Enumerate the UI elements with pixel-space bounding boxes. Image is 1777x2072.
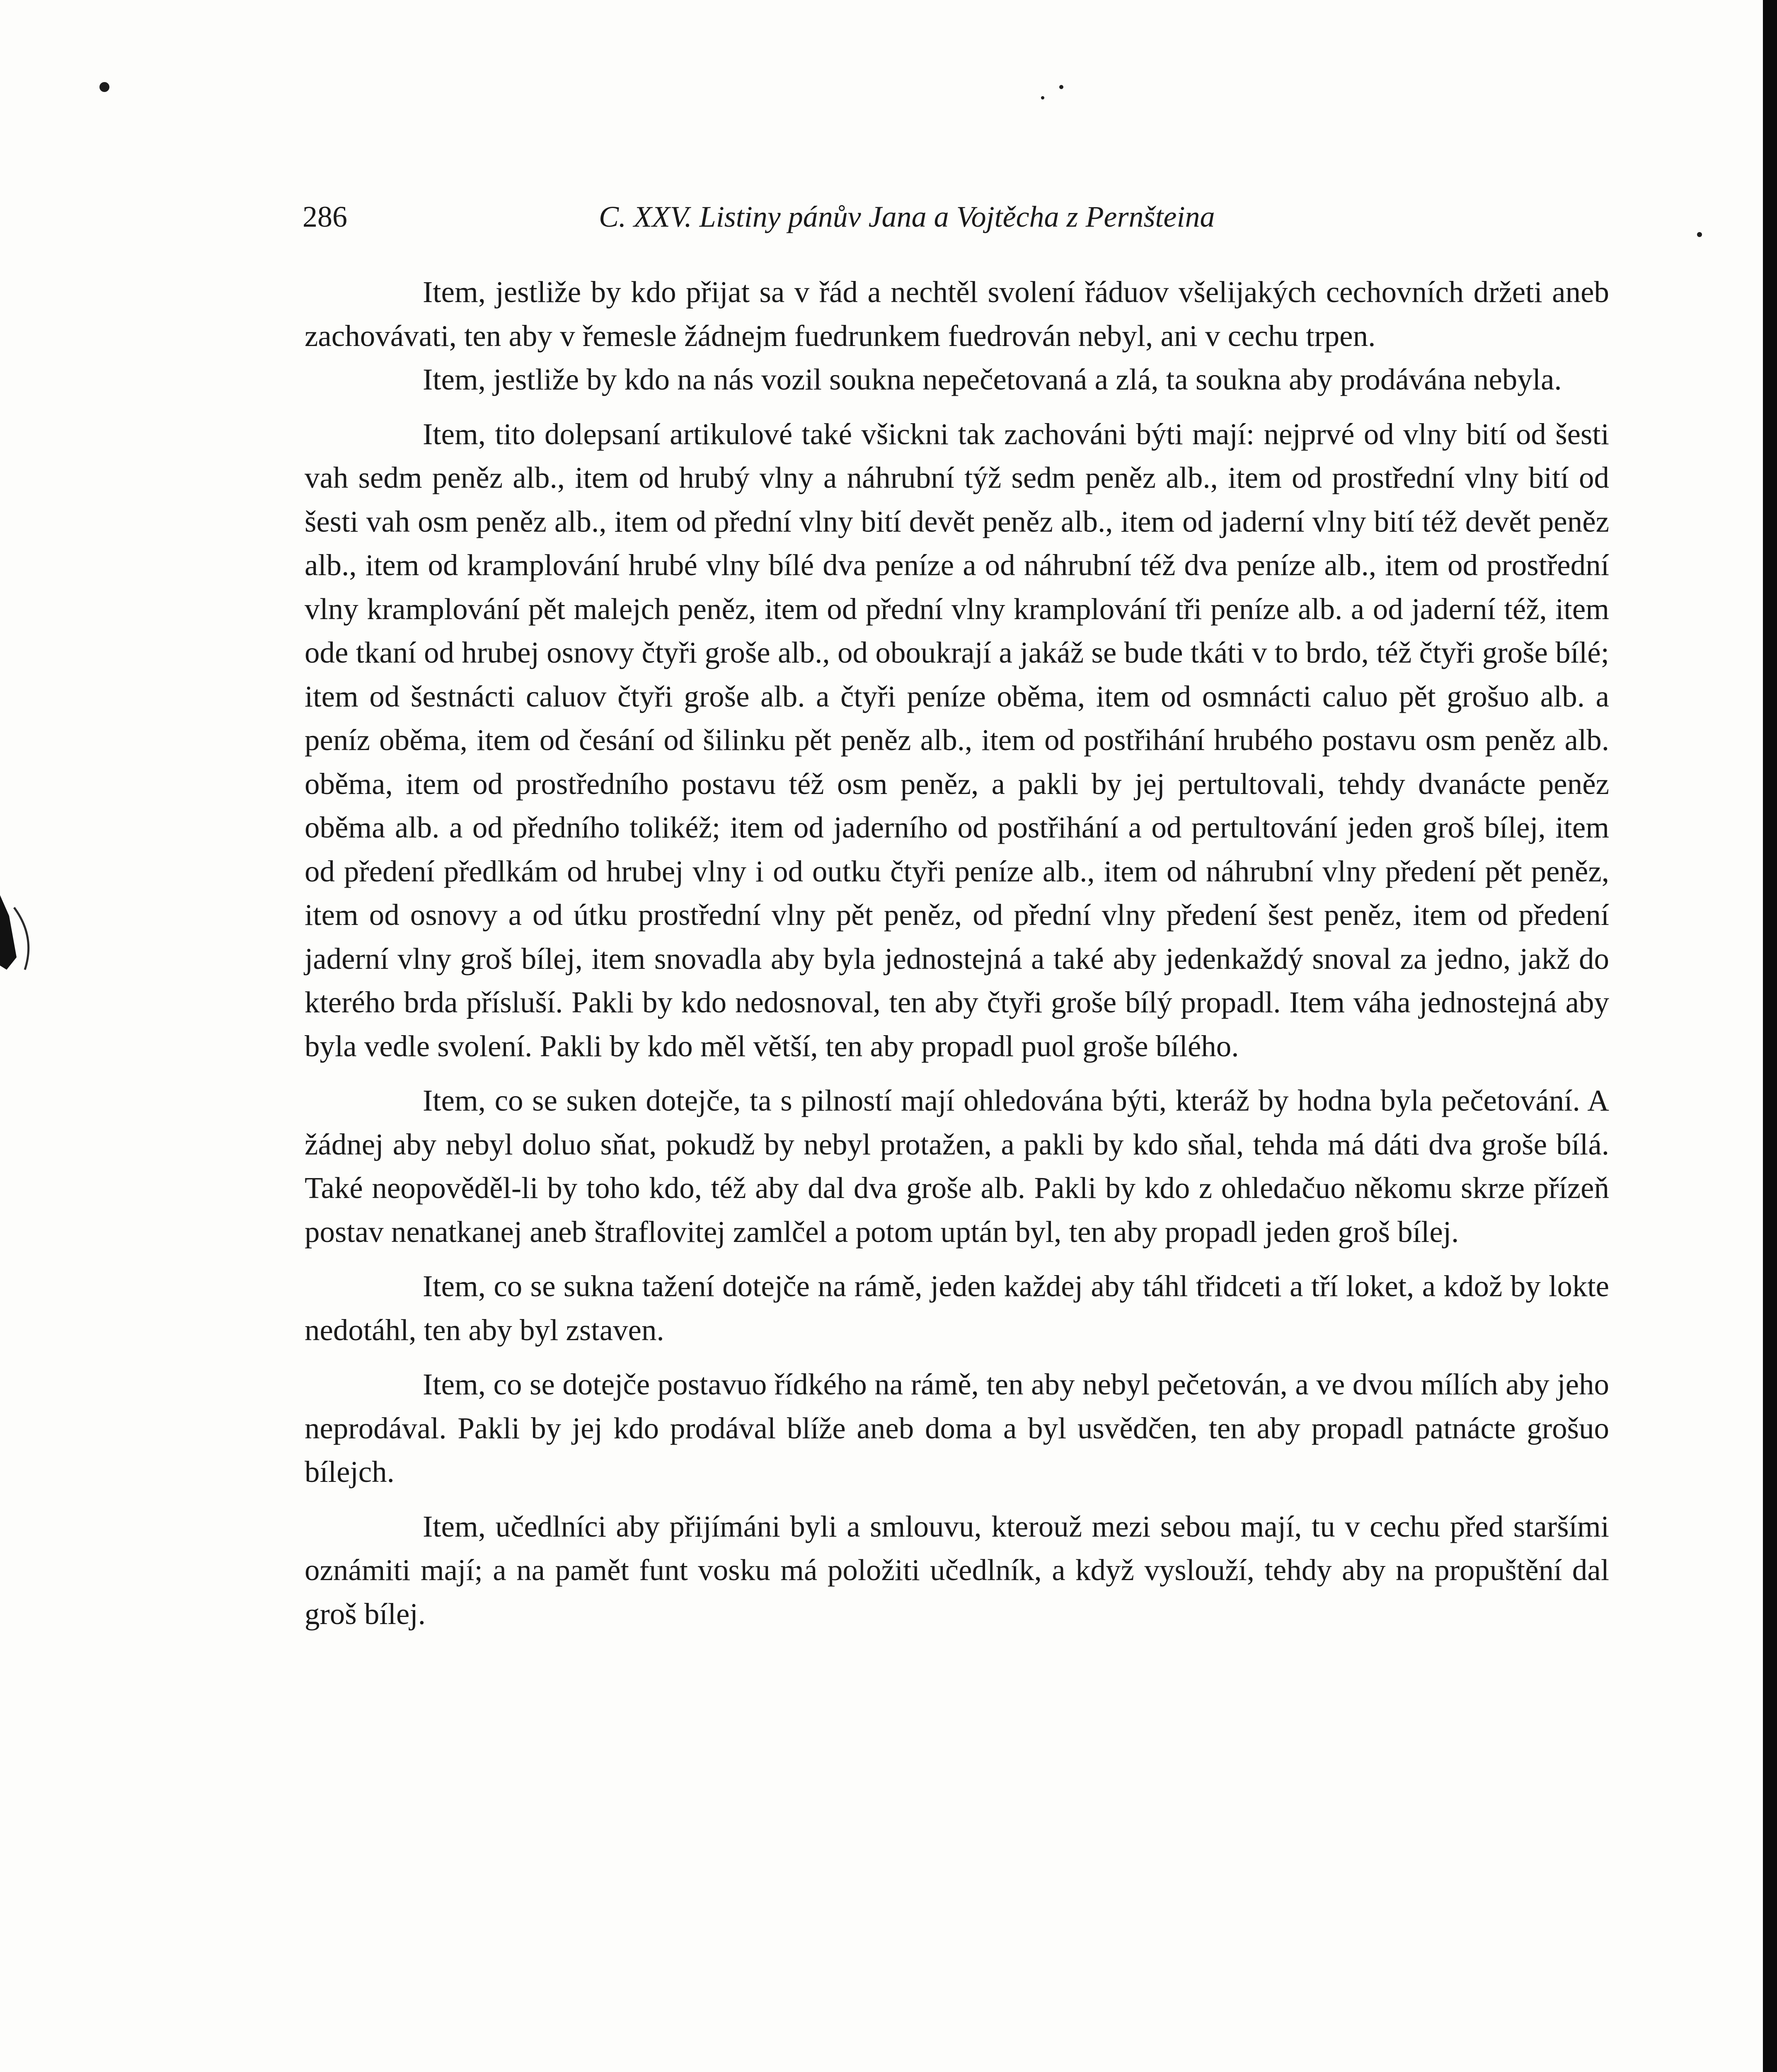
body-text [305, 270, 1609, 1636]
scan-speck [1041, 96, 1044, 99]
paragraph: Item, jestliže by kdo přijat sa v řád a nechtěl svolení řáduov všelijakých cechovních držeti aneb zachovávati, ten aby v řemesle žádnejm fuedrunkem fuedrován nebyl, ani v cechu trpen. [305, 275, 1609, 353]
paragraph: Item, co se suken dotejče, ta s pilností mají ohledována býti, kteráž by hodna byla pečetování. A žádnej aby nebyl doluo sňat, pokudž by nebyl protažen, a pakli by kdo sňal, tehda má dáti dva groše bílá. Také neopověděl-li by toho kdo, též aby dal dva groše alb. Pakli by kdo z ohledačuo někomu skrze přízeň postav nenatkanej aneb štraflovitej zamlčel a potom uptán byl, ten aby propadl jeden groš bílej. [305, 1084, 1609, 1249]
page-number: 286 [303, 200, 347, 233]
paragraph: Item, tito dolepsaní artikulové také všickni tak zachováni býti mají: nejprvé od vlny bití od šesti vah sedm peněz alb., item od hrubý vlny a náhrubní týž sedm peněz alb., item od prostřední vlny bití od šesti vah osm peněz alb., item od přední vlny bití devět peněz alb., item od jaderní vlny bití též devět peněz alb., item od kramplování hrubé vlny bílé dva peníze a od náhrubní též dva peníze alb., item od prostřední vlny kramplování pět malejch peněz, item od přední vlny kramplování tři peníze alb. a od jaderní též, item ode tkaní od hrubej osnovy čtyři groše alb., od oboukrají a jakáž se bude tkáti v to brdo, též čtyři groše bílé; item od šestnácti caluov čtyři groše alb. a čtyři peníze oběma, item od osmnácti caluo pět grošuo alb. a peníz oběma, item od česání od šilinku pět peněz alb., item od postřihání hrubého postavu osm peněz alb. oběma, item od prostředního postavu též osm peněz, a pakli by jej pertultovali, tehdy dvanácte peněz oběma alb. a od předního tolikéž; item od jaderního od postřihání a od pertultování jeden groš bílej, item od předení předlkám od hrubej vlny i od outku čtyři peníze alb., item od náhrubní vlny předení pět peněz, item od osnovy a od útku prostřední vlny pět peněz, od přední vlny předení šest peněz, item od předení jaderní vlny groš bílej, item snovadla aby byla jednostejná a také aby jedenkaždý snoval za jedno, jakž do kterého brda přísluší. Pakli by kdo nedosnoval, ten aby čtyři groše bílý propadl. Item váha jednostejná aby byla vedle svolení. Pakli by kdo měl větší, ten aby propadl puol groše bílého. [305, 417, 1609, 1063]
paragraph: Item, co se sukna tažení dotejče na rámě, jeden každej aby táhl třidceti a tří loket, a kdož by lokte nedotáhl, ten aby byl zstaven. [305, 1269, 1609, 1347]
running-title: C. XXV. Listiny pánův Jana a Vojtěcha z Pernšteina [599, 200, 1215, 233]
paragraph: Item, jestliže by kdo na nás vozil soukna nepečetovaná a zlá, ta soukna aby prodávána nebyla. [423, 363, 1562, 396]
paragraph: Item, co se dotejče postavuo řídkého na rámě, ten aby nebyl pečetován, a ve dvou mílích aby jeho neprodával. Pakli by jej kdo prodával blíže aneb doma a byl usvědčen, ten aby propadl patnácte grošuo bílejch. [305, 1368, 1609, 1489]
page-header [303, 194, 1347, 240]
binding-clip-mark [0, 891, 33, 974]
scan-speck [99, 82, 109, 92]
scan-speck [1697, 232, 1702, 237]
scan-border-right [1763, 0, 1777, 2072]
paragraph: Item, učedlníci aby přijímáni byli a smlouvu, kterouž mezi sebou mají, tu v cechu před staršími oznámiti mají; a na pamět funt vosku má položiti učedlník, a když vyslouží, tehdy aby na propuštění dal groš bílej. [305, 1509, 1609, 1631]
scan-speck [1059, 85, 1063, 89]
